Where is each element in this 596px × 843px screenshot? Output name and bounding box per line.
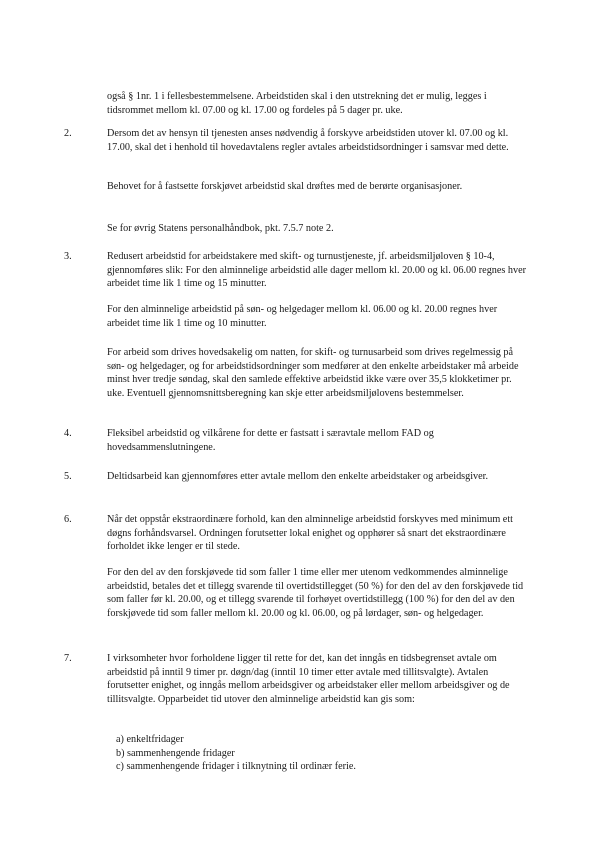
list-item: c) sammenhengende fridager i tilknytning til ordinær ferie. [116,761,356,773]
section-2-paragraph-1: Dersom det av hensyn til tjenesten anses nødvendig å forskyve arbeidstiden utover kl. 07.00 og kl. 17.00, skal det i henhold til hovedavtalens regler avtales arbeidstidsordninger i samsvar med dette. [107,128,509,153]
section-number-3: 3. [64,251,72,262]
section-number-4: 4. [64,428,72,439]
section-7-list [116,733,496,774]
section-number-6: 6. [64,514,72,525]
section-number-5: 5. [64,471,72,482]
list-item: b) sammenhengende fridager [116,747,235,759]
list-item: a) enkeltfridager [116,734,184,745]
section-6-paragraph-2: For den del av den forskjøvede tid som faller 1 time eller mer utenom vedkommendes alminnelige arbeidstid, betales det et tillegg svarende til overtidstillegget (50 %) for den del av den forskjøvede tid som faller før kl. 20.00, og et tillegg svarende til forhøyet overtidstillegg (100 %) for den del av den forskjøvede tid som faller mellom kl. 20.00 og kl. 06.00, og på lørdager, søn- og helgedager. [107,567,524,619]
section-7-paragraph-1: I virksomheter hvor forholdene ligger til rette for det, kan det inngås en tidsbegrenset avtale om arbeidstid på inntil 9 timer pr. døgn/dag (inntil 10 timer etter avtale med tillitsvalgte). Avtalen forutsetter enighet, og inngås mellom arbeidsgiver og arbeidstaker eller mellom arbeidsgiver og de tillitsvalgte. Opparbeidet tid utover den alminnelige arbeidstid kan gis som: [107,653,510,705]
section-6-paragraph-1: Når det oppstår ekstraordinære forhold, kan den alminnelige arbeidstid forskyves med minimum ett døgns forhåndsvarsel. Ordningen forutsetter lokal enighet og opphører så snart det ekstraordinære forholdet ikke lenger er til stede. [107,514,513,553]
section-3-paragraph-1: Redusert arbeidstid for arbeidstakere med skift- og turnustjeneste, jf. arbeidsmiljøloven § 10-4, gjennomføres slik: For den alminnelige arbeidstid alle dager mellom kl. 20.00 og kl. 06.00 regnes hver arbeidet time lik 1 time og 15 minutter. [107,251,527,290]
continuation-paragraph: også § 1nr. 1 i fellesbestemmelsene. Arbeidstiden skal i den utstrekning det er mulig, legges i tidsrommet mellom kl. 07.00 og kl. 17.00 og fordeles på 5 dager pr. uke. [107,91,487,116]
section-2-paragraph-3: Se for øvrig Statens personalhåndbok, pkt. 7.5.7 note 2. [107,223,334,234]
section-2-paragraph-2: Behovet for å fastsette forskjøvet arbeidstid skal drøftes med de berørte organisasjoner. [107,181,463,192]
section-3-paragraph-2: For den alminnelige arbeidstid på søn- og helgedager mellom kl. 06.00 og kl. 20.00 regnes hver arbeidet time lik 1 time og 10 minutter. [107,304,498,329]
section-5-paragraph-1: Deltidsarbeid kan gjennomføres etter avtale mellom den enkelte arbeidstaker og arbeidsgiver. [107,471,489,482]
section-4-paragraph-1: Fleksibel arbeidstid og vilkårene for dette er fastsatt i særavtale mellom FAD og hovedsammenslutningene. [107,428,434,453]
section-number-2: 2. [64,128,72,139]
section-3-paragraph-3: For arbeid som drives hovedsakelig om natten, for skift- og turnusarbeid som drives regelmessig på søn- og helgedager, og for arbeidstidsordninger som medfører at den enkelte arbeidstaker må arbeide minst hver tredje søndag, skal den samlede effektive arbeidstid ikke være over 35,5 klokketimer pr. uke. Eventuell gjennomsnittsberegning kan skje etter arbeidsmiljølovens bestemmelser. [107,347,519,399]
section-number-7: 7. [64,653,72,664]
